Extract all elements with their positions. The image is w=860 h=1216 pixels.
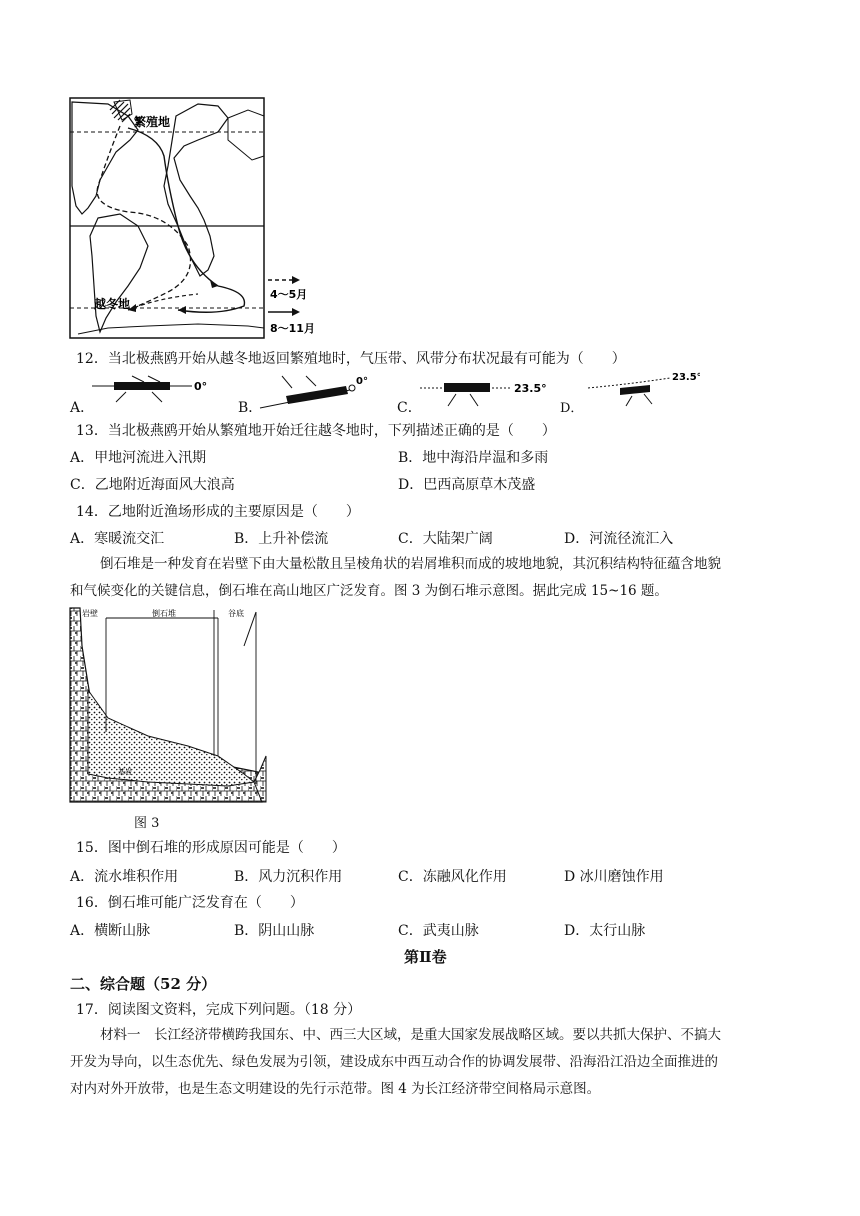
- label-talus: 倒石堆: [152, 609, 176, 618]
- q15-option-b: B．风力沉积作用: [234, 869, 343, 885]
- q15-option-a: A．流水堆积作用: [70, 869, 179, 885]
- legend-dashed-label: 4～5月: [270, 288, 308, 301]
- q16-stem: 16．倒石堆可能广泛发育在（ ）: [76, 895, 304, 911]
- label-cliff: 岩壁: [82, 609, 98, 618]
- q12-a-degree: 0°: [194, 380, 208, 393]
- talus-figure: [68, 606, 268, 806]
- material1-line1: 材料一 长江经济带横跨我国东、中、西三大区域，是重大国家发展战略区域。要以共抓大保护、不搞大: [100, 1027, 721, 1043]
- q14-option-a: A．寒暖流交汇: [70, 531, 165, 547]
- q12-option-d-label: D．: [560, 401, 584, 416]
- q12-option-b-diagram: [256, 372, 376, 414]
- q12-option-d-diagram: [580, 368, 700, 412]
- figure3-caption: 图 3: [134, 816, 160, 831]
- q12-b-degree: 0°: [356, 376, 368, 387]
- talus-intro-line1: 倒石堆是一种发育在岩壁下由大量松散且呈棱角状的岩屑堆积而成的坡地地貌，其沉积结构特征蕴含地貌: [100, 556, 721, 572]
- q13-option-a: A．甲地河流进入汛期: [70, 450, 207, 466]
- material1-line3: 对内对外开放带，也是生态文明建设的先行示范带。图 4 为长江经济带空间格局示意图。: [70, 1081, 601, 1097]
- q14-option-d: D．河流径流汇入: [564, 531, 674, 547]
- q12-stem: 12．当北极燕鸥开始从越冬地返回繁殖地时，气压带、风带分布状况最有可能为（ ）: [76, 351, 626, 367]
- q16-option-c: C．武夷山脉: [398, 923, 479, 939]
- section-title: 二、综合题（52 分）: [70, 975, 217, 993]
- q12-option-b-label: B．: [238, 400, 263, 416]
- q13-stem: 13．当北极燕鸥开始从繁殖地开始迁往越冬地时，下列描述正确的是（ ）: [76, 423, 556, 439]
- q15-stem: 15．图中倒石堆的形成原因可能是（ ）: [76, 840, 346, 856]
- q13-option-b: B．地中海沿岸温和多雨: [398, 450, 549, 466]
- q12-option-c-diagram: [420, 378, 550, 416]
- q15-option-c: C．冻融风化作用: [398, 869, 507, 885]
- q16-option-d: D．太行山脉: [564, 923, 646, 939]
- legend-solid-label: 8～11月: [270, 322, 315, 335]
- q13-option-d: D．巴西高原草木茂盛: [398, 477, 536, 493]
- q14-option-b: B．上升补偿流: [234, 531, 329, 547]
- q16-option-a: A．横断山脉: [70, 923, 151, 939]
- q14-stem: 14．乙地附近渔场形成的主要原因是（ ）: [76, 504, 360, 520]
- q15-option-d: D 冰川磨蚀作用: [564, 869, 664, 885]
- q12-d-degree: 23.5°: [672, 372, 700, 383]
- q12-option-c-label: C．: [397, 400, 422, 416]
- part2-title: 第Ⅱ卷: [404, 948, 447, 966]
- q13-option-c: C．乙地附近海面风大浪高: [70, 477, 235, 493]
- q12-option-a-label: A．: [70, 400, 95, 416]
- label-bedrock: 基岩: [118, 768, 132, 776]
- q17-stem: 17．阅读图文资料，完成下列问题。（18 分）: [76, 1002, 362, 1018]
- material1-line2: 开发为导向，以生态优先、绿色发展为引领，建设成东中西互动合作的协调发展带、沿海沿江沿边全面推进的: [70, 1054, 718, 1070]
- migration-map: [68, 96, 330, 344]
- talus-intro-line2: 和气候变化的关键信息，倒石堆在高山地区广泛发育。图 3 为倒石堆示意图。据此完成 15~16 题。: [70, 583, 668, 599]
- label-valley: 谷底: [228, 609, 244, 618]
- talus-diagram: [68, 606, 268, 806]
- wintering-ground-label: 越冬地: [94, 297, 131, 311]
- q16-option-b: B．阴山山脉: [234, 923, 315, 939]
- q12-option-a-diagram: [92, 374, 222, 414]
- q14-option-c: C．大陆架广阔: [398, 531, 493, 547]
- breeding-ground-label: 繁殖地: [134, 115, 171, 129]
- q12-c-degree: 23.5°: [514, 382, 547, 395]
- migration-map-figure: [68, 96, 330, 344]
